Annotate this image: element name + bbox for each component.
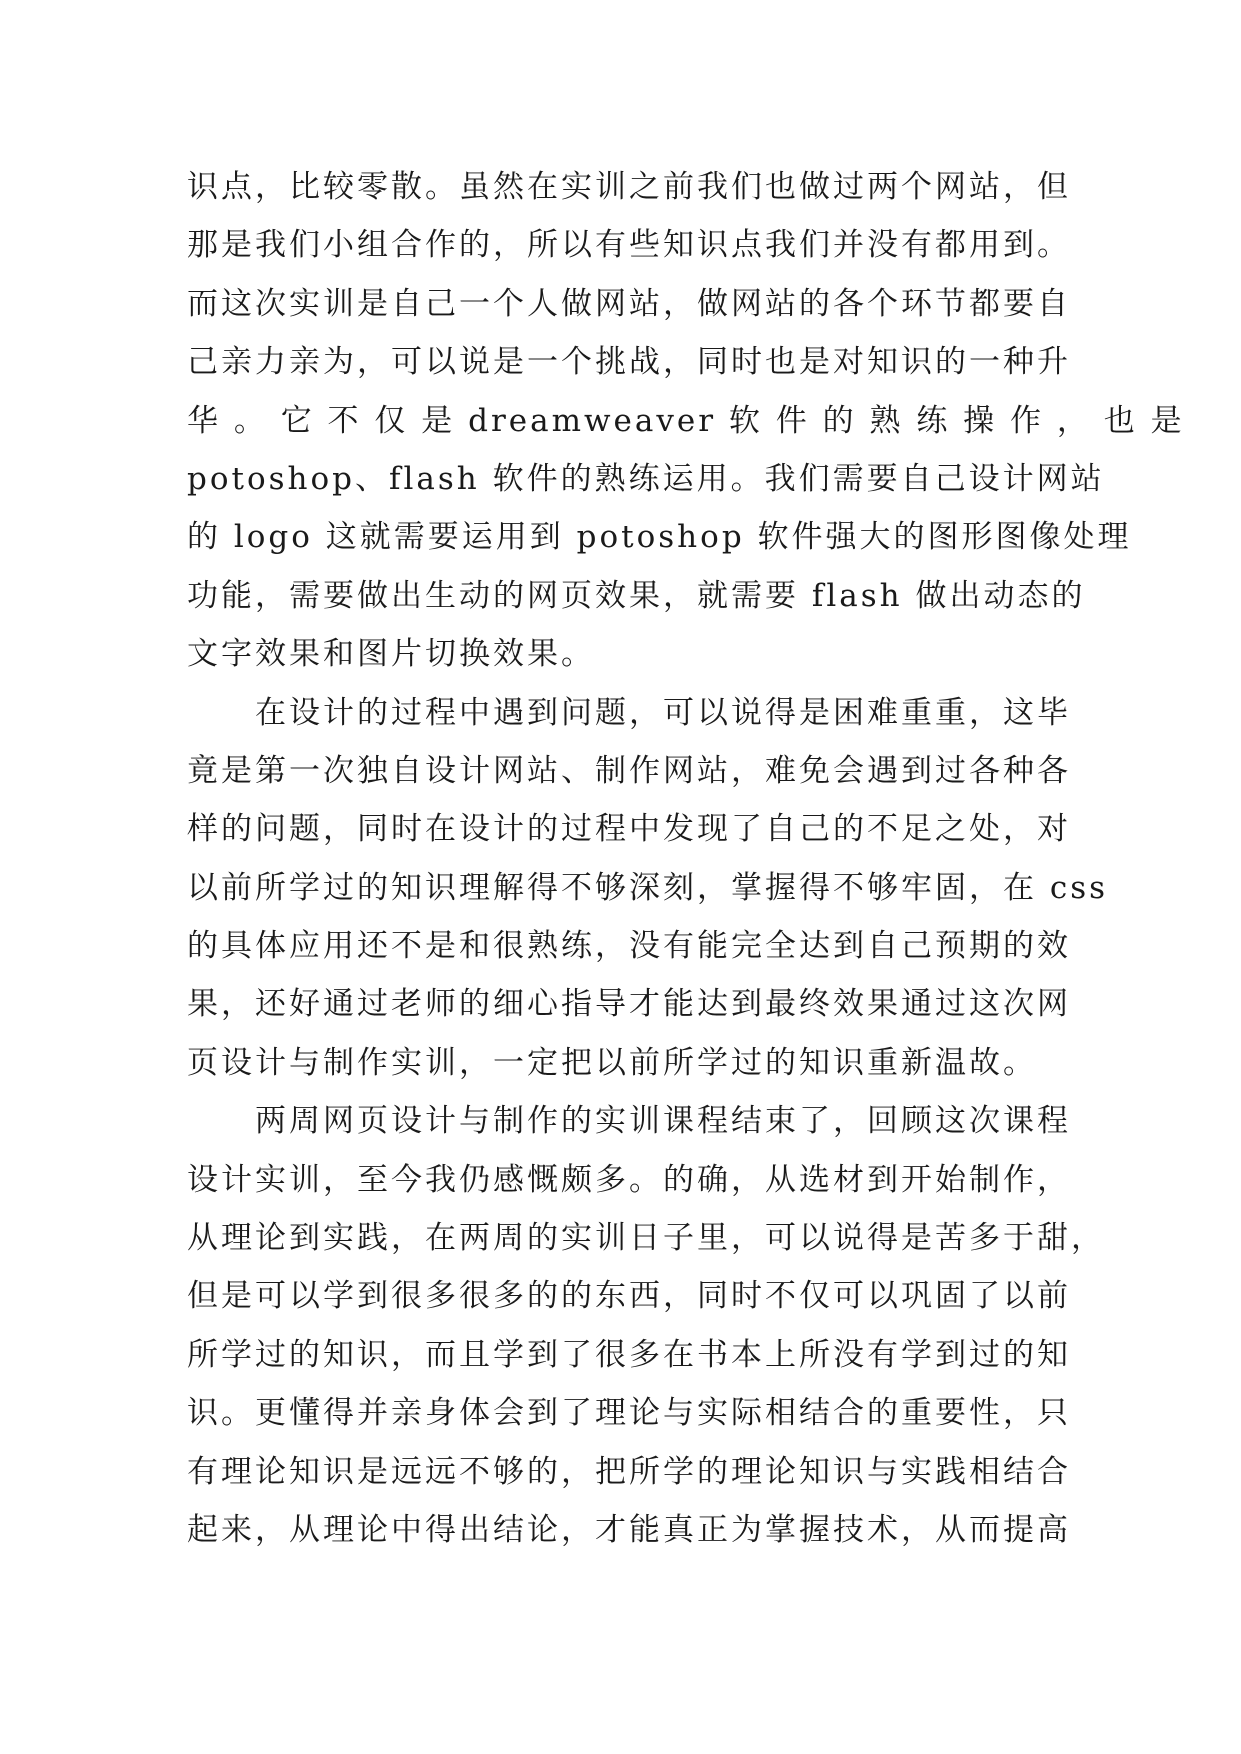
text-line: 样的问题，同时在设计的过程中发现了自己的不足之处，对: [187, 811, 1071, 848]
text-line: 设计实训，至今我仍感慨颇多。的确，从选材到开始制作，: [187, 1161, 1071, 1198]
text-line: 但是可以学到很多很多的的东西，同时不仅可以巩固了以前: [187, 1278, 1071, 1315]
text-line: 有理论知识是远远不够的，把所学的理论知识与实践相结合: [187, 1453, 1071, 1490]
text-line: 识。更懂得并亲身体会到了理论与实际相结合的重要性，只: [187, 1395, 1071, 1432]
body-text: [187, 158, 1185, 1559]
text-line: 起来，从理论中得出结论，才能真正为掌握技术，从而提高: [187, 1511, 1071, 1548]
text-line: 的 logo 这就需要运用到 potoshop 软件强大的图形图像处理: [187, 519, 1132, 556]
text-line: potoshop、flash 软件的熟练运用。我们需要自己设计网站: [187, 460, 1105, 497]
text-line: 华 。 它 不 仅 是 dreamweaver 软 件 的 熟 练 操 作 ， 也 是: [187, 402, 1185, 439]
text-line: 文字效果和图片切换效果。: [187, 636, 595, 673]
text-line: 功能，需要做出生动的网页效果，就需要 flash 做出动态的: [187, 577, 1086, 614]
text-line: 己亲力亲为，可以说是一个挑战，同时也是对知识的一种升: [187, 344, 1071, 381]
text-line: 识点，比较零散。虽然在实训之前我们也做过两个网站，但: [187, 169, 1071, 205]
text-line: 所学过的知识，而且学到了很多在书本上所没有学到过的知: [187, 1336, 1071, 1373]
text-line: 在设计的过程中遇到问题，可以说得是困难重重，这毕: [255, 694, 1071, 731]
text-line: 页设计与制作实训，一定把以前所学过的知识重新温故。: [187, 1044, 1037, 1081]
text-line: 那是我们小组合作的，所以有些知识点我们并没有都用到。: [187, 227, 1071, 264]
text-line: 以前所学过的知识理解得不够深刻，掌握得不够牢固，在 css: [187, 869, 1109, 906]
text-line: 两周网页设计与制作的实训课程结束了，回顾这次课程: [255, 1103, 1071, 1140]
text-line: 从理论到实践，在两周的实训日子里，可以说得是苦多于甜，: [187, 1220, 1105, 1257]
text-line: 的具体应用还不是和很熟练，没有能完全达到自己预期的效: [187, 928, 1071, 965]
text-line: 果，还好通过老师的细心指导才能达到最终效果通过这次网: [187, 986, 1071, 1023]
text-line: 竟是第一次独自设计网站、制作网站，难免会遇到过各种各: [187, 752, 1071, 789]
text-line: 而这次实训是自己一个人做网站，做网站的各个环节都要自: [187, 285, 1071, 322]
